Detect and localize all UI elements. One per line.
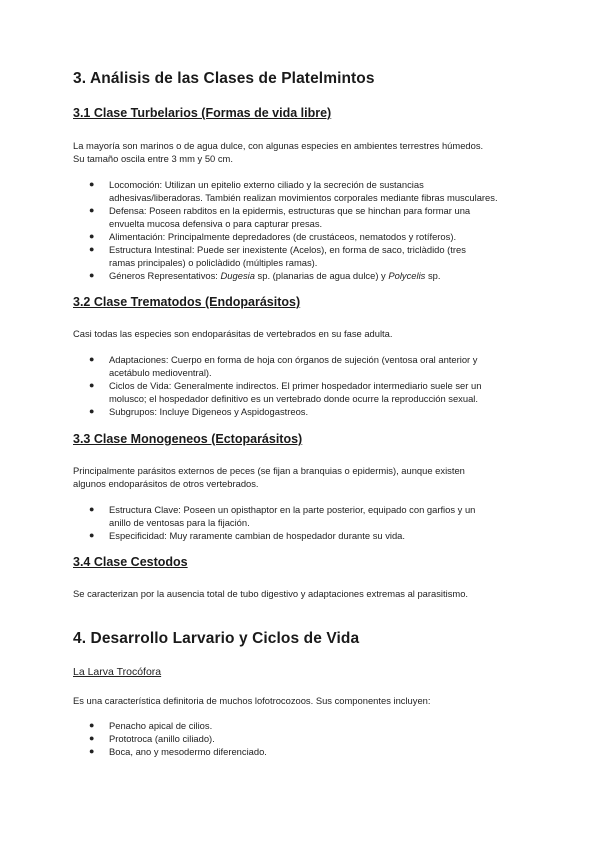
bullet-text: Boca, ano y mesodermo diferenciado.	[109, 746, 267, 757]
larva-intro	[73, 694, 529, 707]
trematodos-intro-line: Casi todas las especies son endoparásitas de vertebrados en su fase adulta.	[73, 328, 393, 339]
bullet-icon: ●	[89, 354, 95, 364]
bullet-text: molusco; el hospedador definitivo es un vertebrado donde ocurre la reproducción sexual.	[109, 393, 478, 404]
bullet-text	[109, 269, 529, 282]
bullet-icon: ●	[89, 504, 95, 514]
bullet-icon: ●	[89, 720, 95, 730]
section-4-title: 4. Desarrollo Larvario y Ciclos de Vida	[73, 630, 360, 647]
genus-name: Polycelis	[388, 270, 426, 281]
monogeneos-bullet-list	[73, 503, 529, 542]
bullet-icon: ●	[89, 733, 95, 743]
bullet-text: envuelta mucosa defensiva o para capturar presas.	[109, 218, 323, 229]
turbelarios-intro-line-1: La mayoría son marinos o de agua dulce, con algunas especies en ambientes terrestres húmedos.	[73, 140, 484, 151]
bullet-text: anillo de ventosas para la fijación.	[109, 517, 250, 528]
monogeneos-heading-block	[73, 432, 529, 446]
bullet-text: Especificidad: Muy raramente cambian de hospedador durante su vida.	[109, 530, 406, 541]
genus-name: Dugesia	[220, 270, 255, 281]
cestodos-heading-block	[73, 555, 529, 569]
section-3-title: 3. Análisis de las Clases de Platelmintos	[73, 70, 375, 87]
cestodos-intro	[73, 587, 529, 600]
bullet-icon: ●	[89, 270, 95, 280]
trematodos-bullet-list	[73, 353, 529, 418]
list-item	[73, 230, 529, 243]
bullet-icon: ●	[89, 530, 95, 540]
list-item	[73, 204, 529, 230]
turbelarios-heading-block	[73, 106, 529, 120]
section-4-title-block	[73, 630, 529, 648]
bullet-icon: ●	[89, 231, 95, 241]
monogeneos-heading: 3.3 Clase Monogeneos (Ectoparásitos)	[73, 432, 303, 446]
bullet-text: adhesivas/liberadoras. También realizan movimientos corporales mediante fibras musculares.	[109, 192, 498, 203]
list-item	[73, 243, 529, 269]
list-item	[73, 719, 529, 732]
bullet-icon: ●	[89, 380, 95, 390]
list-item	[73, 745, 529, 758]
bullet-text: Locomoción: Utilizan un epitelio externo ciliado y la secreción de sustancias	[109, 179, 424, 190]
trematodos-intro	[73, 327, 529, 340]
bullet-text: Subgrupos: Incluye Digeneos y Aspidogastreos.	[109, 406, 309, 417]
list-item	[73, 353, 529, 379]
larva-bullet-list	[73, 719, 529, 758]
bullet-text: Defensa: Poseen rabditos en la epidermis, estructuras que se hinchan para formar una	[109, 205, 471, 216]
bullet-icon: ●	[89, 179, 95, 189]
monogeneos-intro-line-1: Principalmente parásitos externos de peces (se fijan a branquias o epidermis), aunque existen	[73, 465, 465, 476]
turbelarios-intro-line-2: Su tamaño oscila entre 3 mm y 50 cm.	[73, 153, 233, 164]
list-item	[73, 178, 529, 204]
bullet-text: Alimentación: Principalmente depredadores (de crustáceos, nematodos y rotíferos).	[109, 231, 457, 242]
list-item	[73, 379, 529, 405]
bullet-text: Adaptaciones: Cuerpo en forma de hoja con órganos de sujeción (ventosa oral anterior y	[109, 354, 478, 365]
list-item	[73, 529, 529, 542]
larva-intro-line: Es una característica definitoria de muchos lofotrocozoos. Sus componentes incluyen:	[73, 695, 431, 706]
turbelarios-bullet-list	[73, 178, 529, 282]
bullet-text: ramas principales) o policlàdido (múltiples ramas).	[109, 257, 318, 268]
larva-subheading: La Larva Trocófora	[73, 666, 162, 678]
bullet-icon: ●	[89, 244, 95, 254]
bullet-text: Prototroca (anillo ciliado).	[109, 733, 215, 744]
monogeneos-intro	[73, 464, 529, 490]
bullet-text: acetábulo medioventral).	[109, 367, 212, 378]
bullet-text: Estructura Clave: Poseen un opisthaptor en la parte posterior, equipado con garfios y un	[109, 504, 476, 515]
trematodos-heading-block	[73, 295, 529, 309]
bullet-text-part: sp. (planarias de agua dulce) y	[254, 270, 389, 281]
bullet-text: Estructura Intestinal: Puede ser inexistente (Acelos), en forma de saco, triclàdido (tres	[109, 244, 466, 255]
bullet-icon: ●	[89, 406, 95, 416]
bullet-text-part: sp.	[425, 270, 441, 281]
list-item	[73, 503, 529, 529]
list-item	[73, 732, 529, 745]
bullet-icon: ●	[89, 205, 95, 215]
cestodos-intro-line: Se caracterizan por la ausencia total de tubo digestivo y adaptaciones extremas al parasitismo.	[73, 588, 469, 599]
trematodos-heading: 3.2 Clase Trematodos (Endoparásitos)	[73, 295, 301, 309]
section-3-title-block	[73, 70, 529, 88]
bullet-text: Penacho apical de cilios.	[109, 720, 213, 731]
bullet-text-part: Géneros Representativos:	[109, 270, 221, 281]
bullet-text: Ciclos de Vida: Generalmente indirectos. El primer hospedador intermediario suele ser un	[109, 380, 482, 391]
list-item	[73, 269, 529, 282]
larva-subheading-block	[73, 666, 529, 678]
list-item	[73, 405, 529, 418]
turbelarios-intro	[73, 139, 529, 165]
turbelarios-heading: 3.1 Clase Turbelarios (Formas de vida libre)	[73, 106, 332, 120]
monogeneos-intro-line-2: algunos endoparásitos de otros vertebrados.	[73, 478, 259, 489]
cestodos-heading: 3.4 Clase Cestodos	[73, 555, 188, 569]
bullet-icon: ●	[89, 746, 95, 756]
